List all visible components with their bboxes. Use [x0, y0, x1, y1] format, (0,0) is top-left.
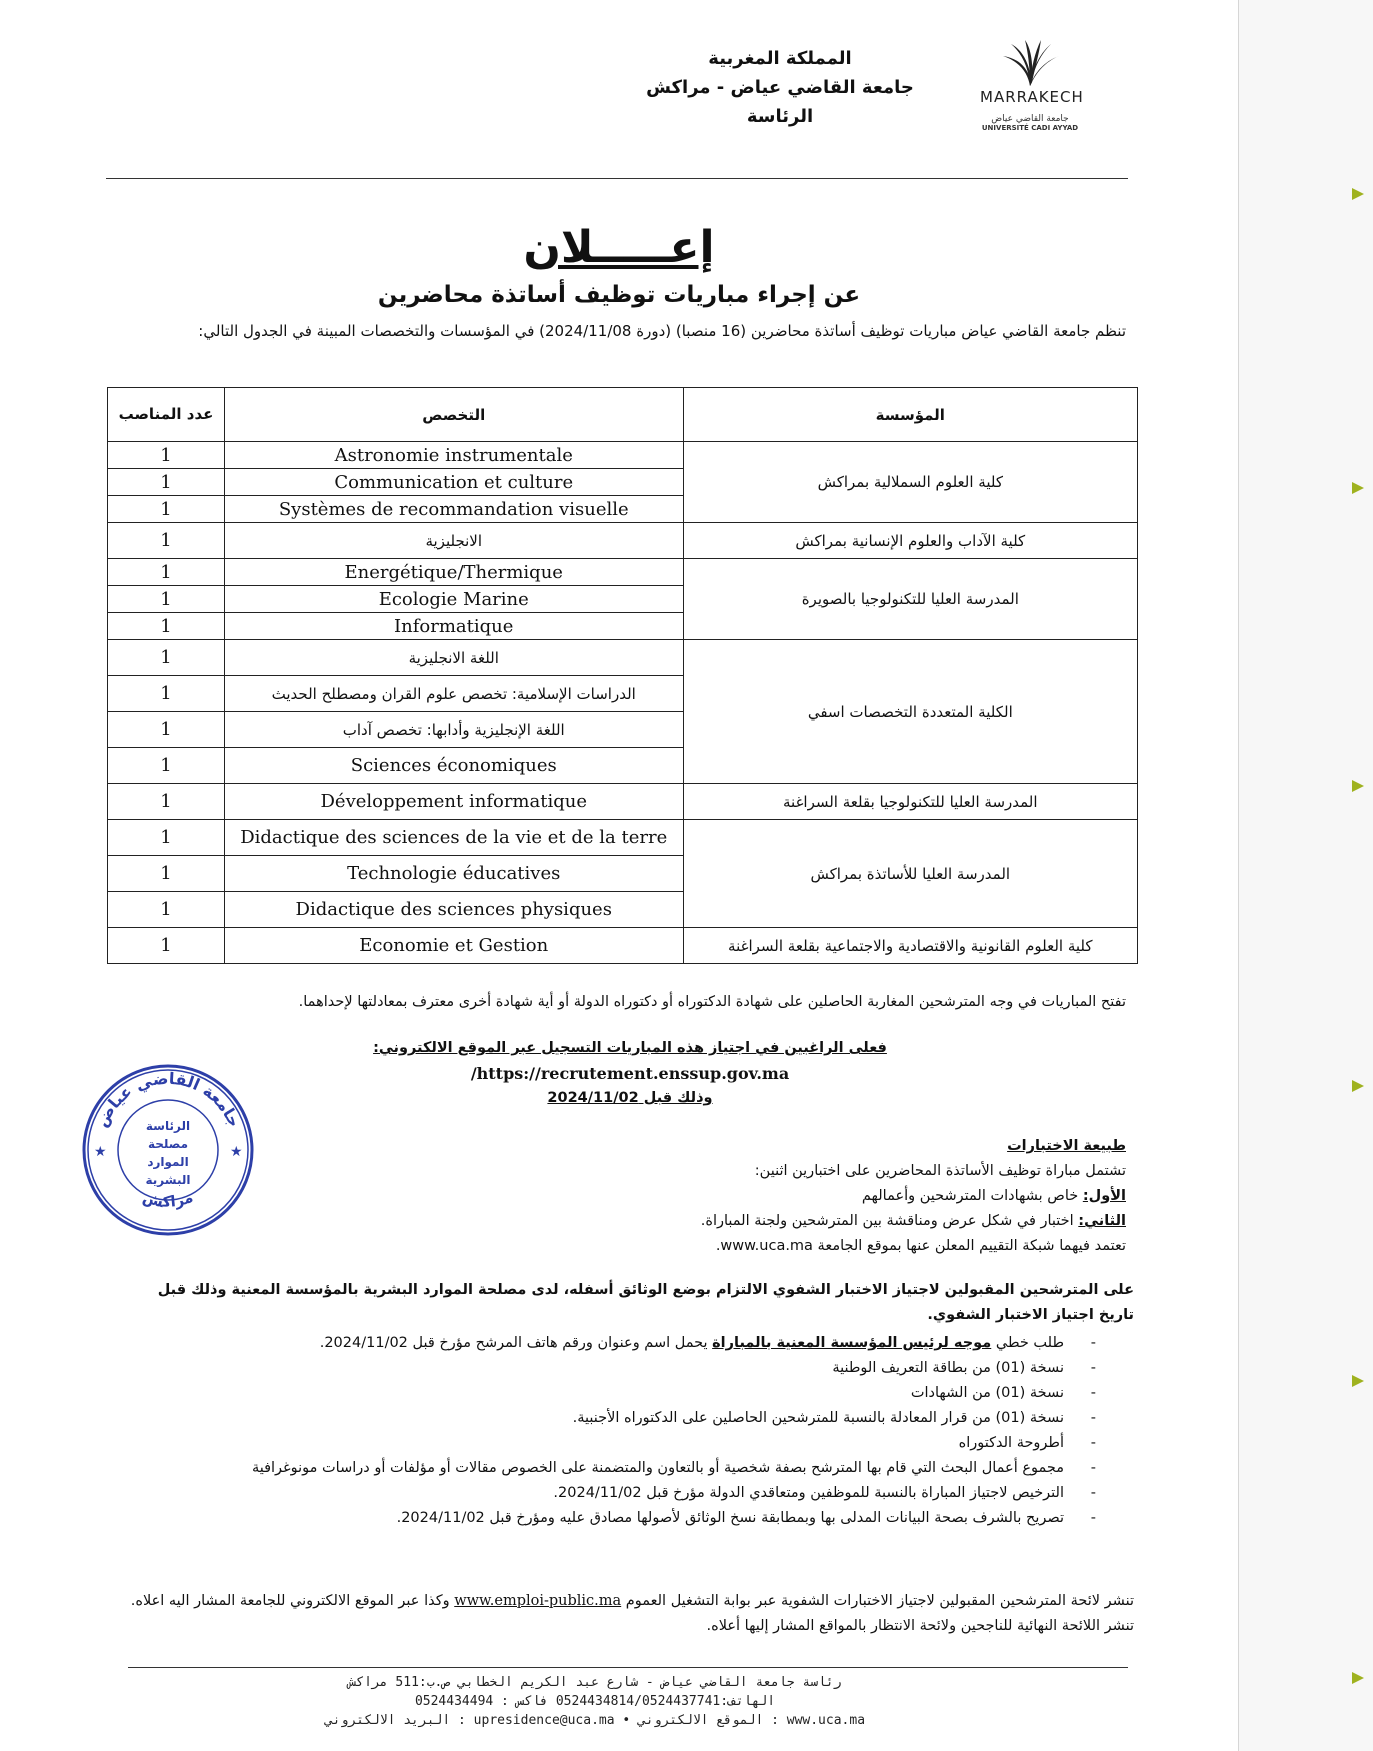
logo-arabic-name: جامعة القاضي عياض — [991, 114, 1069, 124]
table-header-row — [108, 388, 1138, 442]
test-first — [124, 1184, 1126, 1209]
footer-address: رئاسة جامعة القاضي عياض - شارع عبد الكريم الخطابي ص.ب:511 مراكش — [348, 1675, 842, 1690]
university-logo — [980, 38, 1084, 132]
intro-paragraph: تنظم جامعة القاضي عياض مباريات توظيف أساتذة محاضرين (16 منصبا) (دورة 2024/11/08) في المؤسسات والتخصصات المبينة في الجدول التالي: — [198, 322, 1126, 340]
publication-para-2: تنشر اللائحة النهائية للناجحين ولائحة الانتظار بالمواقع المشار إليها أعلاه. — [706, 1618, 1134, 1634]
count-cell: 1 — [108, 928, 225, 964]
doc1-text-a: طلب خطي — [991, 1335, 1064, 1351]
stamp-star-left: ★ — [94, 1144, 107, 1160]
institution-cell: كلية العلوم القانونية والاقتصادية والاجتماعية بقلعة السراغنة — [683, 928, 1137, 964]
institution-cell: الكلية المتعددة التخصصات اسفي — [683, 640, 1137, 784]
letterhead — [600, 44, 960, 131]
test-second-label: الثاني: — [1078, 1213, 1126, 1229]
positions-table — [107, 387, 1138, 964]
letterhead-university: جامعة القاضي عياض - مراكش — [646, 77, 914, 98]
logo-french-name: UNIVERSITÉ CADI AYYAD — [981, 124, 1079, 132]
page-title: إعـــــلان — [523, 222, 715, 273]
document-item: - مجموع أعمال البحث التي قام بها المترشح بصفة شخصية أو بالتعاون والمتضمنة على الخصوص مقالات أو مؤلفات أو دراسات مونوغرافية — [140, 1456, 1100, 1481]
specialty-cell: Technologie éducatives — [224, 856, 683, 892]
triangle-marker-icon — [1352, 1080, 1364, 1092]
table-row — [108, 820, 1138, 856]
triangle-marker-icon — [1352, 482, 1364, 494]
table-row — [108, 784, 1138, 820]
table-row — [108, 559, 1138, 586]
document-item: - نسخة (01) من بطاقة التعريف الوطنية — [140, 1356, 1100, 1381]
official-stamp — [80, 1062, 256, 1238]
letterhead-kingdom: المملكة المغربية — [708, 48, 852, 69]
specialty-cell: Economie et Gestion — [224, 928, 683, 964]
specialty-cell: Sciences économiques — [224, 748, 683, 784]
document-item: - الترخيص لاجتياز المباراة بالنسبة للموظفين ومتعاقدي الدولة مؤرخ قبل 2024/11/02. — [140, 1481, 1100, 1506]
table-row — [108, 523, 1138, 559]
count-cell: 1 — [108, 640, 225, 676]
table-row — [108, 640, 1138, 676]
footer-phone: الهاتف:0524434814/0524437741 فاكس : 0524434494 — [414, 1694, 776, 1709]
count-cell: 1 — [108, 856, 225, 892]
count-cell: 1 — [108, 892, 225, 928]
stamp-line-1: الرئاسة — [145, 1119, 191, 1133]
registration-block — [130, 1036, 1130, 1111]
specialty-cell: Didactique des sciences de la vie et de la terre — [224, 820, 683, 856]
documents-list — [140, 1331, 1100, 1531]
table-row — [108, 442, 1138, 469]
triangle-marker-icon — [1352, 1375, 1364, 1387]
doc1-underlined: موجه لرئيس المؤسسة المعنية بالمباراة — [712, 1335, 992, 1351]
table-row — [108, 928, 1138, 964]
count-cell: 1 — [108, 523, 225, 559]
specialty-cell: Ecologie Marine — [224, 586, 683, 613]
institution-cell: المدرسة العليا للتكنولوجيا بقلعة السراغنة — [683, 784, 1137, 820]
documents-intro: على المترشحين المقبولين لاجتياز الاختبار الشفوي الالتزام بوضع الوثائق أسفله، لدى مصلحة الموارد البشرية بالمؤسسة المعنية وذلك قبل تاريخ اجتياز الاختبار الشفوي. — [157, 1282, 1134, 1323]
tests-heading: طبيعة الاختبارات — [1007, 1138, 1126, 1154]
stamp-line-3: الموارد — [147, 1155, 189, 1169]
specialty-cell: اللغة الإنجليزية وأدابها: تخصص آداب — [224, 712, 683, 748]
test-first-label: الأول: — [1082, 1188, 1126, 1204]
registration-deadline: وذلك قبل 2024/11/02 — [547, 1090, 713, 1106]
count-cell: 1 — [108, 559, 225, 586]
count-cell: 1 — [108, 496, 225, 523]
triangle-marker-icon — [1352, 188, 1364, 200]
publication-text-b: وكذا عبر الموقع الالكتروني للجامعة المشار اليه اعلاه. — [130, 1593, 455, 1609]
page-subtitle: عن إجراء مباريات توظيف أساتذة محاضرين — [377, 282, 861, 308]
triangle-marker-icon — [1352, 1672, 1364, 1684]
letterhead-presidency: الرئاسة — [746, 106, 814, 127]
publication-text-a: تنشر لائحة المترشحين المقبولين لاجتياز الاختبارات الشفوية عبر بوابة التشغيل العموم — [621, 1593, 1134, 1609]
eligibility-paragraph: تفتح المباريات في وجه المترشحين المغاربة الحاصلين على شهادة الدكتوراه أو دكتوراه الدولة أو أية شهادة أخرى معترف بمعادلتها لإحداهما. — [298, 994, 1126, 1010]
registration-instruction: فعلى الراغبين في اجتياز هذه المباريات التسجيل عبر الموقع الالكتروني: — [373, 1040, 887, 1056]
header-specialty: التخصص — [224, 388, 683, 442]
specialty-cell: الدراسات الإسلامية: تخصص علوم القران ومصطلح الحديث — [224, 676, 683, 712]
test-first-text: خاص بشهادات المترشحين وأعمالهم — [861, 1188, 1083, 1204]
document-item: - أطروحة الدكتوراه — [140, 1431, 1100, 1456]
specialty-cell: Développement informatique — [224, 784, 683, 820]
document-item: - نسخة (01) من الشهادات — [140, 1381, 1100, 1406]
header-count: عدد المناصب — [108, 388, 225, 442]
count-cell: 1 — [108, 784, 225, 820]
document-item: - تصريح بالشرف بصحة البيانات المدلى بها وبمطابقة نسخ الوثائق لأصولها مصادق عليه ومؤرخ قبل 2024/11/02. — [140, 1506, 1100, 1531]
page-footer — [200, 1673, 990, 1730]
specialty-cell: Didactique des sciences physiques — [224, 892, 683, 928]
doc1-text-b: يحمل اسم وعنوان ورقم هاتف المرشح مؤرخ قبل 2024/11/02. — [319, 1335, 713, 1351]
stamp-line-2: مصلحة — [147, 1137, 189, 1151]
registration-url: https://recrutement.enssup.gov.ma/ — [470, 1064, 790, 1083]
specialty-cell: Informatique — [224, 613, 683, 640]
count-cell: 1 — [108, 613, 225, 640]
emploi-public-link[interactable]: www.emploi-public.ma — [454, 1593, 622, 1609]
count-cell: 1 — [108, 676, 225, 712]
count-cell: 1 — [108, 712, 225, 748]
institution-cell: المدرسة العليا للأساتذة بمراكش — [683, 820, 1137, 928]
palm-logo-icon — [995, 38, 1065, 88]
tests-section — [124, 1134, 1126, 1259]
footer-divider — [128, 1667, 1128, 1668]
document-item — [140, 1331, 1100, 1356]
stamp-top-text: جامعة القاضي عياض — [91, 1068, 245, 1130]
scan-edge — [1238, 0, 1373, 1751]
specialty-cell: اللغة الانجليزية — [224, 640, 683, 676]
document-item: - نسخة (01) من قرار المعادلة بالنسبة للمترشحين الحاصلين على الدكتوراه الأجنبية. — [140, 1406, 1100, 1431]
publication-section — [124, 1589, 1134, 1639]
specialty-cell: Communication et culture — [224, 469, 683, 496]
count-cell: 1 — [108, 442, 225, 469]
specialty-cell: Energétique/Thermique — [224, 559, 683, 586]
stamp-line-4: البشرية — [145, 1173, 191, 1187]
specialty-cell: Astronomie instrumentale — [224, 442, 683, 469]
specialty-cell: الانجليزية — [224, 523, 683, 559]
institution-cell: كلية الآداب والعلوم الإنسانية بمراكش — [683, 523, 1137, 559]
stamp-star-right: ★ — [230, 1144, 243, 1160]
header-institution: المؤسسة — [683, 388, 1137, 442]
count-cell: 1 — [108, 586, 225, 613]
tests-intro: تشتمل مباراة توظيف الأساتذة المحاضرين على اختبارين اثنين: — [754, 1163, 1126, 1179]
institution-cell: المدرسة العليا للتكنولوجيا بالصويرة — [683, 559, 1137, 640]
test-second — [124, 1209, 1126, 1234]
count-cell: 1 — [108, 469, 225, 496]
count-cell: 1 — [108, 820, 225, 856]
institution-cell: كلية العلوم السملالية بمراكش — [683, 442, 1137, 523]
publication-para-1 — [124, 1589, 1134, 1614]
specialty-cell: Systèmes de recommandation visuelle — [224, 496, 683, 523]
triangle-marker-icon — [1352, 780, 1364, 792]
tests-grid-note: تعتمد فيهما شبكة التقييم المعلن عنها بموقع الجامعة www.uca.ma. — [715, 1238, 1126, 1254]
count-cell: 1 — [108, 748, 225, 784]
test-second-text: اختبار في شكل عرض ومناقشة بين المترشحين ولجنة المباراة. — [700, 1213, 1079, 1229]
footer-web: www.uca.ma : الموقع الالكتروني • upresidence@uca.ma : البريد الالكتروني — [324, 1713, 866, 1728]
header-divider — [106, 178, 1128, 179]
logo-wordmark: MARRAKECH — [980, 88, 1084, 106]
stamp-bottom-text: مراكش — [140, 1187, 196, 1212]
